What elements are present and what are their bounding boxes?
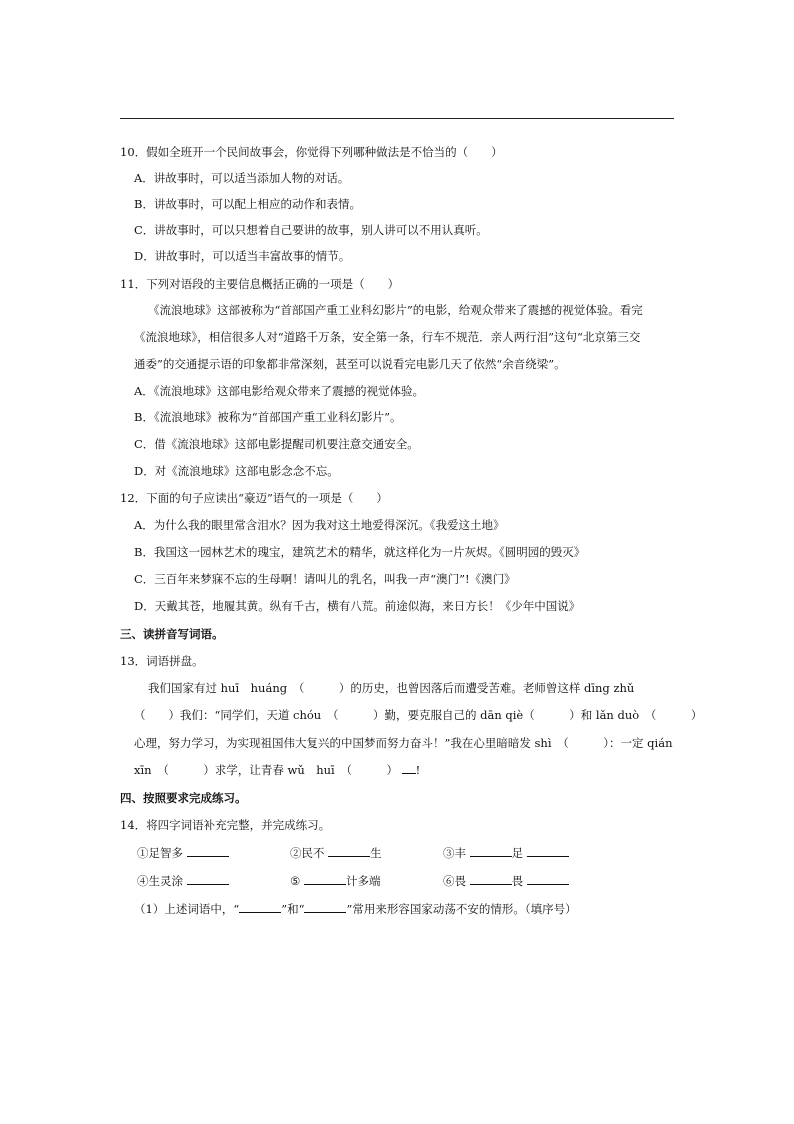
section-3-heading: 三、读拼音写词语。	[120, 627, 224, 641]
q12-option-c: C．三百年来梦寐不忘的生母啊！请叫儿的乳名，叫我一声“澳门”!《澳门》	[134, 572, 516, 586]
sub1-text: ”和“	[281, 902, 305, 916]
q11-option-b: B．《流浪地球》被称为“首部国产重工业科幻影片”。	[134, 410, 402, 424]
q10-option-a: A．讲故事时，可以适当添加人物的对话。	[134, 171, 350, 185]
idiom-item-5	[290, 874, 380, 888]
q12-option-b: B．我国这一园林艺术的瑰宝，建筑艺术的精华，就这样化为一片灰烬。《圆明园的毁灭》	[134, 545, 586, 559]
idiom-text: 畏	[454, 874, 466, 888]
q13-last-line	[134, 763, 420, 777]
q10-option-d: D．讲故事时，可以适当丰富故事的情节。	[134, 249, 351, 263]
answer-blank[interactable]	[527, 874, 569, 885]
sub1-text: （1）上述词语中，“	[134, 902, 240, 916]
q14-sub1	[134, 902, 577, 916]
answer-blank[interactable]	[328, 846, 370, 857]
q13-line: xīn （ ）求学，让青春 wǔ huī （ ）	[134, 763, 398, 777]
section-4-heading: 四、按照要求完成练习。	[120, 791, 247, 805]
q10-stem: 10．假如全班开一个民间故事会，你觉得下列哪种做法是不恰当的（ ）	[120, 145, 503, 159]
item-number: ①	[137, 846, 149, 860]
q13-end-mark: !	[415, 763, 421, 777]
q12-option-a: A．为什么我的眼里常含泪水？因为我对这土地爱得深沉。《我爱这土地》	[134, 518, 505, 532]
idiom-item-3	[443, 846, 569, 860]
answer-blank[interactable]	[470, 874, 512, 885]
idiom-text: 足智多	[148, 846, 183, 860]
item-number: ⑤	[290, 874, 301, 888]
item-number: ②	[290, 846, 302, 860]
idiom-text: 生灵涂	[148, 874, 183, 888]
sub1-text: ”常用来形容国家动荡不安的情形。（填序号）	[346, 902, 577, 916]
q14-stem: 14．将四字词语补充完整，并完成练习。	[120, 818, 331, 832]
q12-stem: 12．下面的句子应读出“豪迈”语气的一项是（ ）	[120, 491, 388, 505]
answer-blank[interactable]	[527, 846, 569, 857]
answer-blank[interactable]	[304, 902, 346, 913]
q12-option-d: D．天戴其苍，地履其黄。纵有千古，横有八荒。前途似海，来日方长！《少年中国说》	[134, 599, 581, 613]
q11-stem: 11．下列对语段的主要信息概括正确的一项是（ ）	[120, 277, 400, 291]
idiom-text: 计多端	[345, 874, 381, 888]
answer-blank[interactable]	[187, 874, 229, 885]
idiom-item-2	[290, 846, 382, 860]
q11-passage-line: 《流浪地球》这部被称为“首部国产重工业科幻影片”的电影，给观众带来了震撼的视觉体验。看完	[148, 303, 643, 317]
answer-blank[interactable]	[304, 874, 346, 885]
item-number: ③	[443, 846, 455, 860]
idiom-text: 畏	[511, 874, 524, 888]
item-number: ④	[137, 874, 149, 888]
q11-passage-line: 通委”的交通提示语的印象都非常深刻，甚至可以说看完电影几天了依然“余音绕梁”。	[134, 357, 566, 371]
header-rule	[120, 118, 674, 119]
q11-option-d: D．对《流浪地球》这部电影念念不忘。	[134, 464, 339, 478]
answer-blank[interactable]	[402, 763, 416, 774]
idiom-item-4	[137, 874, 229, 888]
idiom-item-1	[137, 846, 229, 860]
answer-blank[interactable]	[470, 846, 512, 857]
idiom-text: 民不	[301, 846, 325, 860]
item-number: ⑥	[443, 874, 455, 888]
idiom-text: 丰	[454, 846, 466, 860]
q13-line: 心理，努力学习，为实现祖国伟大复兴的中国梦而努力奋斗！”我在心里暗暗发 shì （ ）：一定 qián	[134, 736, 673, 750]
idiom-text: 足	[511, 846, 524, 860]
q11-passage-line: 《流浪地球》，相信很多人对“道路千万条，安全第一条，行车不规范．亲人两行泪”这句“北京第三交	[134, 330, 641, 344]
q13-line: 我们国家有过 huī huáng （ ）的历史，也曾因落后而遭受苦难。老师曾这样 dīng zhǔ	[148, 681, 635, 695]
q13-stem: 13．词语拼盘。	[120, 654, 204, 668]
idiom-text: 生	[370, 846, 382, 860]
idiom-item-6	[443, 874, 569, 888]
q10-option-b: B．讲故事时，可以配上相应的动作和表情。	[134, 197, 361, 211]
q10-option-c: C．讲故事时，可以只想着自己要讲的故事，别人讲可以不用认真听。	[134, 223, 488, 237]
q13-line: （ ）我们：“同学们，天道 chóu （ ）勤，要克服自己的 dān qiè（ ）和 lǎn duò （ ）	[134, 708, 703, 722]
answer-blank[interactable]	[187, 846, 229, 857]
q11-option-a: A．《流浪地球》这部电影给观众带来了震撼的视觉体验。	[134, 384, 425, 398]
q11-option-c: C．借《流浪地球》这部电影提醒司机要注意交通安全。	[134, 437, 419, 451]
answer-blank[interactable]	[239, 902, 281, 913]
